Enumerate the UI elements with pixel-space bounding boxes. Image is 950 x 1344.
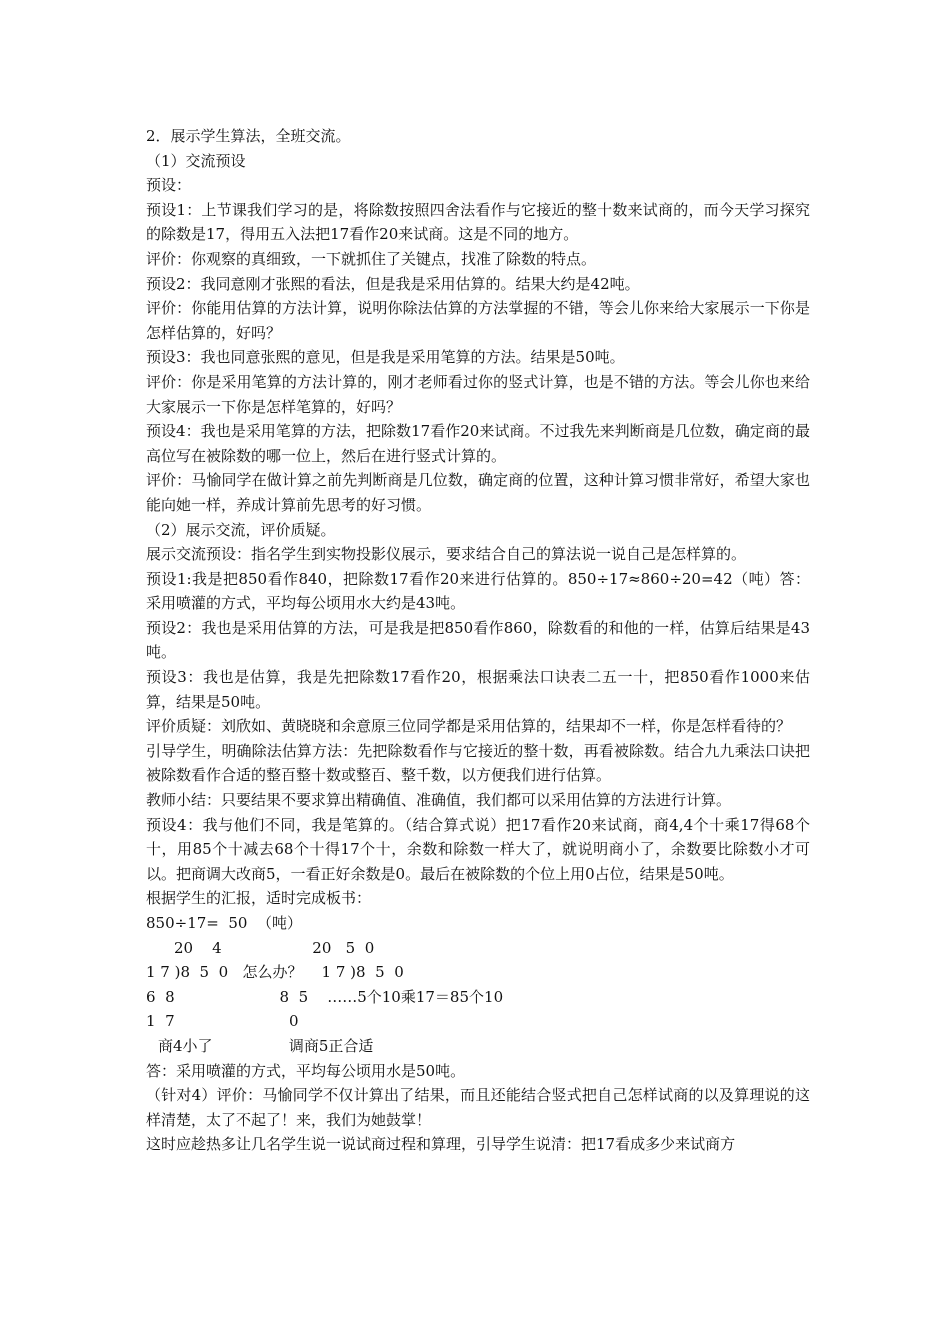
paragraph: 引导学生，明确除法估算方法：先把除数看作与它接近的整十数，再看被除数。结合九九乘法口诀把被除数看作合适的整百整十数或整百、整千数，以方便我们进行估算。 <box>146 741 810 785</box>
paragraph: 评价：马愉同学在做计算之前先判断商是几位数，确定商的位置，这种计算习惯非常好，希望大家也能向她一样，养成计算前先思考的好习惯。 <box>146 471 810 514</box>
subheading-exchange-preset: （1）交流预设 <box>146 151 246 170</box>
paragraph: 教师小结：只要结果不要求算出精确值、准确值，我们都可以采用估算的方法进行计算。 <box>146 791 732 810</box>
paragraph: 预设3：我也是估算，我是先把除数17看作20，根据乘法口诀表二五一十，把850看作1000来估算，结果是50吨。 <box>146 668 810 711</box>
paragraph: 预设1：上节课我们学习的是，将除数按照四舍法看作与它接近的整十数来试商的，而今天学习探究的除数是17，得用五入法把17看作20来试商。这是不同的地方。 <box>146 200 810 244</box>
paragraph: 预设4：我与他们不同，我是笔算的。（结合算式说）把17看作20来试商，商4,4个十乘17得68个十，用85个十减去68个十得17个十，余数和除数一样大了，就说明商小了，余数要比除数小才可以。把商调大改商5，一看正好余数是0。最后在被除数的个位上用0占位，结果是50吨。 <box>146 815 810 883</box>
paragraph: 评价质疑：刘欣如、黄晓晓和余意原三位同学都是采用估算的，结果却不一样，你是怎样看待的？ <box>146 717 792 736</box>
paragraph: 评价：你观察的真细致，一下就抓住了关键点，找准了除数的特点。 <box>146 249 597 268</box>
document-page <box>146 124 810 1157</box>
paragraph: （针对4）评价：马愉同学不仅计算出了结果，而且还能结合竖式把自己怎样试商的以及算理说的这样清楚，太了不起了！来，我们为她鼓掌！ <box>146 1086 810 1129</box>
division-equation: 850÷17= 50 （吨） <box>146 914 303 932</box>
paragraph: 预设3：我也同意张熙的意见，但是我是采用笔算的方法。结果是50吨。 <box>146 348 625 367</box>
long-division-caption-row: 商4小了 调商5正合适 <box>158 1036 374 1055</box>
paragraph: 这时应趁热多让几名学生说一说试商过程和算理，引导学生说清：把17看成多少来试商方 <box>146 1135 736 1154</box>
long-division-dividend-row: 1 7 )8 5 0 怎么办？ 1 7 )8 5 0 <box>146 963 404 982</box>
paragraph: 预设1:我是把850看作840，把除数17看作20来进行估算的。850÷17≈860÷20=42（吨）答：采用喷灌的方式，平均每公顷用水大约是43吨。 <box>146 569 810 613</box>
long-division-product-row: 6 8 8 5 ……5个10乘17＝85个10 <box>146 987 504 1006</box>
paragraph: 预设： <box>146 176 192 195</box>
long-division-quotient-row: 20 4 20 5 0 <box>174 938 375 957</box>
paragraph: 预设2：我同意刚才张熙的看法，但是我是采用估算的。结果大约是42吨。 <box>146 274 640 293</box>
paragraph: 预设4：我也是采用笔算的方法，把除数17看作20来试商。不过我先来判断商是几位数，确定商的最高位写在被除数的哪一位上，然后在进行竖式计算的。 <box>146 422 810 465</box>
paragraph: 根据学生的汇报，适时完成板书： <box>146 889 372 908</box>
paragraph: 答：采用喷灌的方式，平均每公顷用水是50吨。 <box>146 1061 466 1080</box>
long-division-remainder-row: 1 7 0 <box>146 1012 299 1031</box>
paragraph: 展示交流预设：指名学生到实物投影仪展示，要求结合自己的算法说一说自己是怎样算的。 <box>146 545 747 564</box>
subheading-show-exchange: （2）展示交流，评价质疑。 <box>146 520 336 539</box>
paragraph: 预设2：我也是采用估算的方法，可是我是把850看作860，除数看的和他的一样，估算后结果是43吨。 <box>146 618 810 662</box>
paragraph: 评价：你是采用笔算的方法计算的，刚才老师看过你的竖式计算，也是不错的方法。等会儿你也来给大家展示一下你是怎样笔算的，好吗？ <box>146 372 810 416</box>
section-heading: 2．展示学生算法，全班交流。 <box>146 127 351 145</box>
paragraph: 评价：你能用估算的方法计算，说明你除法估算的方法掌握的不错，等会儿你来给大家展示一下你是怎样估算的，好吗？ <box>146 299 810 342</box>
